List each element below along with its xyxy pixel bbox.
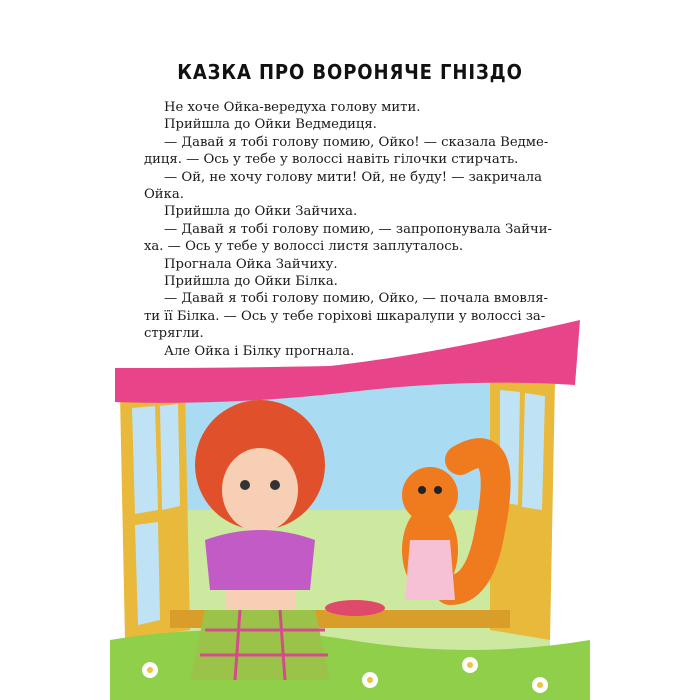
story-line: — Давай я тобі голову помию, — запропонувала Зайчи- (164, 221, 552, 237)
illustration (110, 310, 590, 700)
girl-character (190, 400, 330, 680)
story-line: Прийшла до Ойки Ведмедиця. (164, 117, 377, 133)
story-line: — Давай я тобі голову помию, Ойко! — сказала Ведме- (164, 134, 549, 150)
story-line: — Ой, не хочу голову мити! Ой, не буду! — закричала (164, 169, 542, 185)
story-line: — Давай я тобі голову помию, Ойко, — почала вмовля- (164, 291, 548, 307)
story-title: КАЗКА ПРО ВОРОНЯЧЕ ГНІЗДО (177, 60, 523, 84)
story-line: Ойка. (144, 187, 184, 203)
story-line: диця. — Ось у тебе у волоссі навіть гілочки стирчать. (144, 152, 519, 168)
story-line: ха. — Ось у тебе у волоссі листя заплуталось. (144, 239, 464, 255)
squirrel-character (402, 453, 496, 600)
story-line: Прийшла до Ойки Білка. (164, 274, 338, 290)
story-line: стрягли. (144, 326, 204, 342)
story-text (144, 99, 552, 360)
story-line: Прийшла до Ойки Зайчиха. (164, 204, 358, 220)
story-line: ти її Білка. — Ось у тебе горіхові шкаралупи у волоссі за- (144, 308, 546, 324)
hairbrush (325, 600, 385, 616)
story-line: Але Ойка і Білку прогнала. (164, 343, 355, 359)
story-line: Прогнала Ойка Зайчиху. (164, 256, 338, 272)
story-line: Не хоче Ойка-вередуха голову мити. (164, 100, 421, 115)
